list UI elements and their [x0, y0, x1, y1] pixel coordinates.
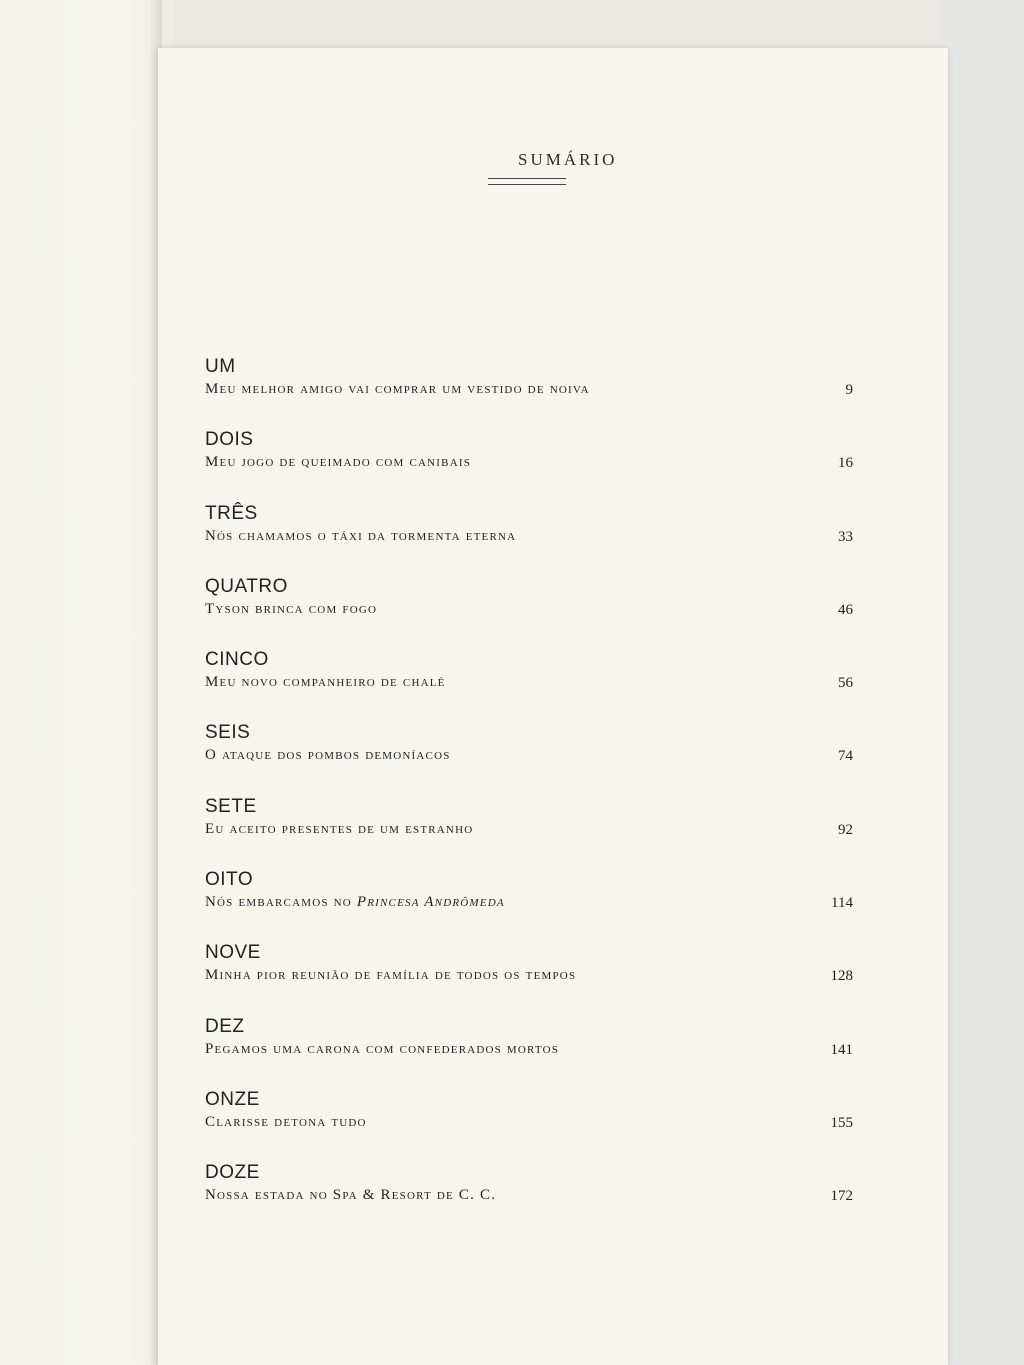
chapter-number: NOVE	[205, 942, 261, 964]
chapter-title: Pegamos uma carona com confederados mortos	[205, 1040, 560, 1057]
chapter-page-number: 9	[845, 382, 853, 398]
chapter-number: SEIS	[205, 722, 251, 744]
toc-entry	[205, 1016, 853, 1089]
chapter-page-number: 16	[838, 455, 853, 472]
chapter-page-number: 92	[838, 821, 853, 838]
chapter-page-number: 74	[838, 748, 853, 765]
chapter-title: Nossa estada no Spa & Resort de C. C.	[205, 1187, 497, 1204]
toc-entry	[205, 356, 853, 429]
chapter-number: TRÊS	[205, 502, 258, 524]
toc-entry	[205, 796, 853, 869]
chapter-page-number: 141	[830, 1041, 853, 1058]
chapter-title: Meu melhor amigo vai comprar um vestido de noiva	[205, 381, 590, 397]
toc-entry	[205, 722, 853, 795]
chapter-number: DOIS	[205, 429, 254, 451]
chapter-page-number: 172	[830, 1188, 853, 1205]
book-page: SUMÁRIO UM Meu melhor amigo vai comprar um vestido de noiva 9 DOIS Meu jogo de queimado com canibais 16 TRÊS Nós chamamos o táxi da tormenta eterna 33 QUATRO Tyson brinca com fogo 46 CINCO Meu novo companheiro de chalé 56 SEIS O ataque dos pombos demoníacos 74 SETE Eu aceito presentes de um estranho 92 OITO Nós embarcamos no Princesa Andrômeda 114 NOVE Minha pior reunião de família de todos os tempos 128 DEZ Pegamos uma carona com confederados mortos 141 ONZE Clarisse detona tudo 155 DOZE Nossa estada no Spa & Resort de C. C. 172	[158, 48, 948, 1365]
toc-entry	[205, 942, 853, 1015]
chapter-number: SETE	[205, 795, 257, 817]
chapter-page-number: 46	[838, 601, 853, 618]
facing-page	[0, 0, 175, 1365]
chapter-title: Eu aceito presentes de um estranho	[205, 820, 474, 837]
title-double-rule	[488, 178, 566, 185]
chapter-page-number: 56	[838, 675, 853, 692]
chapter-title-ship-name: Princesa Andrômeda	[356, 894, 505, 911]
chapter-number: CINCO	[205, 649, 269, 671]
toc-entry	[205, 503, 853, 576]
toc-entry	[205, 1089, 853, 1162]
chapter-title-text: Nós embarcamos no	[205, 894, 357, 911]
chapter-page-number: 33	[838, 528, 853, 545]
toc-entry	[205, 1162, 853, 1235]
chapter-number: QUATRO	[205, 575, 288, 597]
chapter-number: ONZE	[205, 1088, 260, 1110]
toc-entry	[205, 576, 853, 649]
toc-entry	[205, 429, 853, 502]
background-surface	[940, 0, 1024, 1365]
chapter-title: Nós chamamos o táxi da tormenta eterna	[205, 527, 517, 544]
chapter-title: O ataque dos pombos demoníacos	[205, 747, 451, 764]
chapter-number: DOZE	[205, 1162, 260, 1184]
chapter-number: OITO	[205, 869, 254, 891]
chapter-page-number: 155	[830, 1114, 853, 1131]
chapter-title: Clarisse detona tudo	[205, 1113, 367, 1130]
toc-entry	[205, 649, 853, 722]
chapter-title: Meu jogo de queimado com canibais	[205, 454, 472, 471]
chapter-title	[205, 894, 505, 911]
toc-entry	[205, 869, 853, 942]
table-of-contents	[205, 356, 853, 1236]
chapter-title: Tyson brinca com fogo	[205, 600, 378, 617]
chapter-number: UM	[205, 356, 236, 377]
chapter-title: Meu novo companheiro de chalé	[205, 674, 446, 691]
chapter-page-number: 128	[830, 968, 853, 985]
chapter-page-number: 114	[831, 895, 853, 912]
chapter-title: Minha pior reunião de família de todos os tempos	[205, 967, 577, 984]
chapter-number: DEZ	[205, 1015, 245, 1037]
